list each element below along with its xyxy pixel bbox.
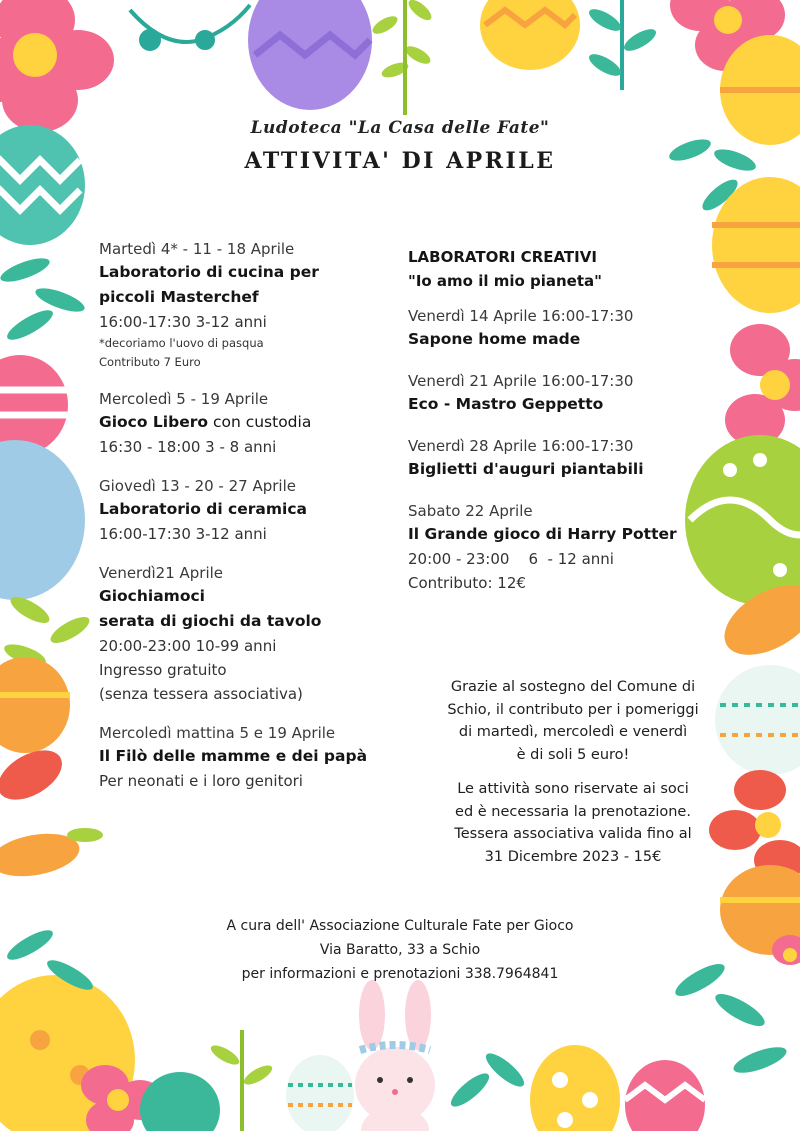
info-line: Le attività sono riservate ai soci bbox=[457, 781, 689, 797]
address-line: Via Baratto, 33 a Schio bbox=[319, 942, 481, 958]
easter-egg-icon bbox=[140, 1055, 354, 1131]
event-plantable-cards bbox=[408, 435, 708, 482]
easter-egg-icon bbox=[248, 0, 372, 110]
left-column-events bbox=[99, 238, 404, 809]
info-line: Tessera associativa valida fino al bbox=[454, 826, 692, 842]
event-detail: (senza tessera associativa) bbox=[99, 685, 303, 703]
easter-egg-icon bbox=[0, 440, 85, 600]
event-title-rest: con custodia bbox=[208, 413, 312, 431]
flower-icon bbox=[0, 0, 114, 132]
event-detail: 16:00-17:30 3-12 anni bbox=[99, 313, 267, 331]
organizer-line: A cura dell' Associazione Culturale Fate per Gioco bbox=[226, 918, 574, 934]
info-line: Grazie al sostegno del Comune di bbox=[450, 679, 696, 695]
footer-contact bbox=[0, 914, 800, 986]
contact-line: per informazioni e prenotazioni 338.7964841 bbox=[241, 966, 559, 982]
event-detail: Contributo: 12€ bbox=[408, 574, 526, 592]
easter-egg-icon bbox=[0, 657, 70, 753]
event-title: Laboratorio di ceramica bbox=[99, 500, 307, 518]
easter-egg-icon bbox=[480, 0, 580, 70]
event-title bbox=[99, 410, 404, 435]
info-line: ed è necessaria la prenotazione. bbox=[455, 803, 691, 820]
event-title: Il Grande gioco di Harry Potter bbox=[408, 525, 677, 543]
leaf-branch-icon bbox=[0, 254, 87, 345]
info-line: è di soli 5 euro! bbox=[516, 746, 630, 763]
event-board-games bbox=[99, 562, 404, 706]
event-title: Il Filò delle mamme e dei papà bbox=[99, 747, 368, 765]
event-date: Venerdì21 Aprile bbox=[99, 564, 224, 582]
info-block bbox=[408, 676, 738, 880]
event-note: Contributo 7 Euro bbox=[99, 355, 201, 369]
leaf-branch-icon bbox=[586, 0, 659, 90]
event-title: Sapone home made bbox=[408, 330, 581, 348]
event-date: Venerdì 14 Aprile 16:00-17:30 bbox=[408, 307, 634, 325]
event-cooking-lab bbox=[99, 238, 404, 372]
event-note: *decoriamo l'uovo di pasqua bbox=[99, 336, 264, 350]
event-detail: Ingresso gratuito bbox=[99, 661, 227, 679]
leaf-branch-icon bbox=[446, 1048, 528, 1111]
event-date: Venerdì 28 Aprile 16:00-17:30 bbox=[408, 437, 634, 455]
info-line: di martedì, mercoledì e venerdì bbox=[458, 724, 688, 740]
membership-note bbox=[408, 778, 738, 868]
event-title: serata di giochi da tavolo bbox=[99, 612, 322, 630]
brand-name: Ludoteca "La Casa delle Fate" bbox=[250, 118, 550, 138]
event-ceramics-lab bbox=[99, 475, 404, 546]
easter-egg-icon bbox=[530, 1045, 620, 1131]
event-title: piccoli Masterchef bbox=[99, 288, 259, 306]
event-date: Giovedì 13 - 20 - 27 Aprile bbox=[99, 477, 296, 495]
header bbox=[0, 118, 800, 174]
event-detail: 20:00-23:00 10-99 anni bbox=[99, 637, 277, 655]
event-eco-geppetto bbox=[408, 370, 708, 417]
right-column-creative-labs bbox=[408, 245, 708, 613]
event-soap bbox=[408, 305, 708, 352]
sponsor-note bbox=[408, 676, 738, 766]
flower-icon bbox=[725, 324, 800, 446]
bunny-icon bbox=[355, 980, 435, 1131]
event-detail: 20:00 - 23:00 6 - 12 anni bbox=[408, 550, 614, 568]
event-date: Sabato 22 Aprile bbox=[408, 502, 533, 520]
event-date: Martedì 4* - 11 - 18 Aprile bbox=[99, 240, 295, 258]
section-heading bbox=[408, 245, 708, 293]
event-detail: 16:00-17:30 3-12 anni bbox=[99, 525, 267, 543]
easter-egg-icon bbox=[0, 355, 68, 455]
event-title: Laboratorio di cucina per bbox=[99, 263, 319, 281]
leaf-branch-icon bbox=[130, 5, 250, 49]
page-title: ATTIVITA' DI APRILE bbox=[244, 148, 556, 174]
leaf-branch-icon bbox=[370, 0, 435, 115]
info-line: Schio, il contributo per i pomeriggi bbox=[447, 701, 699, 718]
event-date: Venerdì 21 Aprile 16:00-17:30 bbox=[408, 372, 634, 390]
event-title: Eco - Mastro Geppetto bbox=[408, 395, 604, 413]
event-date: Mercoledì 5 - 19 Aprile bbox=[99, 390, 269, 408]
event-title: Giochiamoci bbox=[99, 587, 205, 605]
carrot-icon bbox=[0, 827, 103, 882]
event-title-bold: Gioco Libero bbox=[99, 413, 209, 431]
info-line: 31 Dicembre 2023 - 15€ bbox=[484, 848, 662, 865]
event-title: Biglietti d'auguri piantabili bbox=[408, 460, 644, 478]
section-title: LABORATORI CREATIVI bbox=[408, 248, 597, 266]
event-parents-meeting bbox=[99, 722, 404, 793]
event-harry-potter bbox=[408, 500, 708, 595]
event-detail: Per neonati e i loro genitori bbox=[99, 772, 303, 790]
event-date: Mercoledì mattina 5 e 19 Aprile bbox=[99, 724, 336, 742]
event-detail: 16:30 - 18:00 3 - 8 anni bbox=[99, 438, 277, 456]
section-subtitle: "Io amo il mio pianeta" bbox=[408, 272, 602, 290]
easter-egg-icon bbox=[625, 1060, 705, 1131]
event-free-play bbox=[99, 388, 404, 459]
